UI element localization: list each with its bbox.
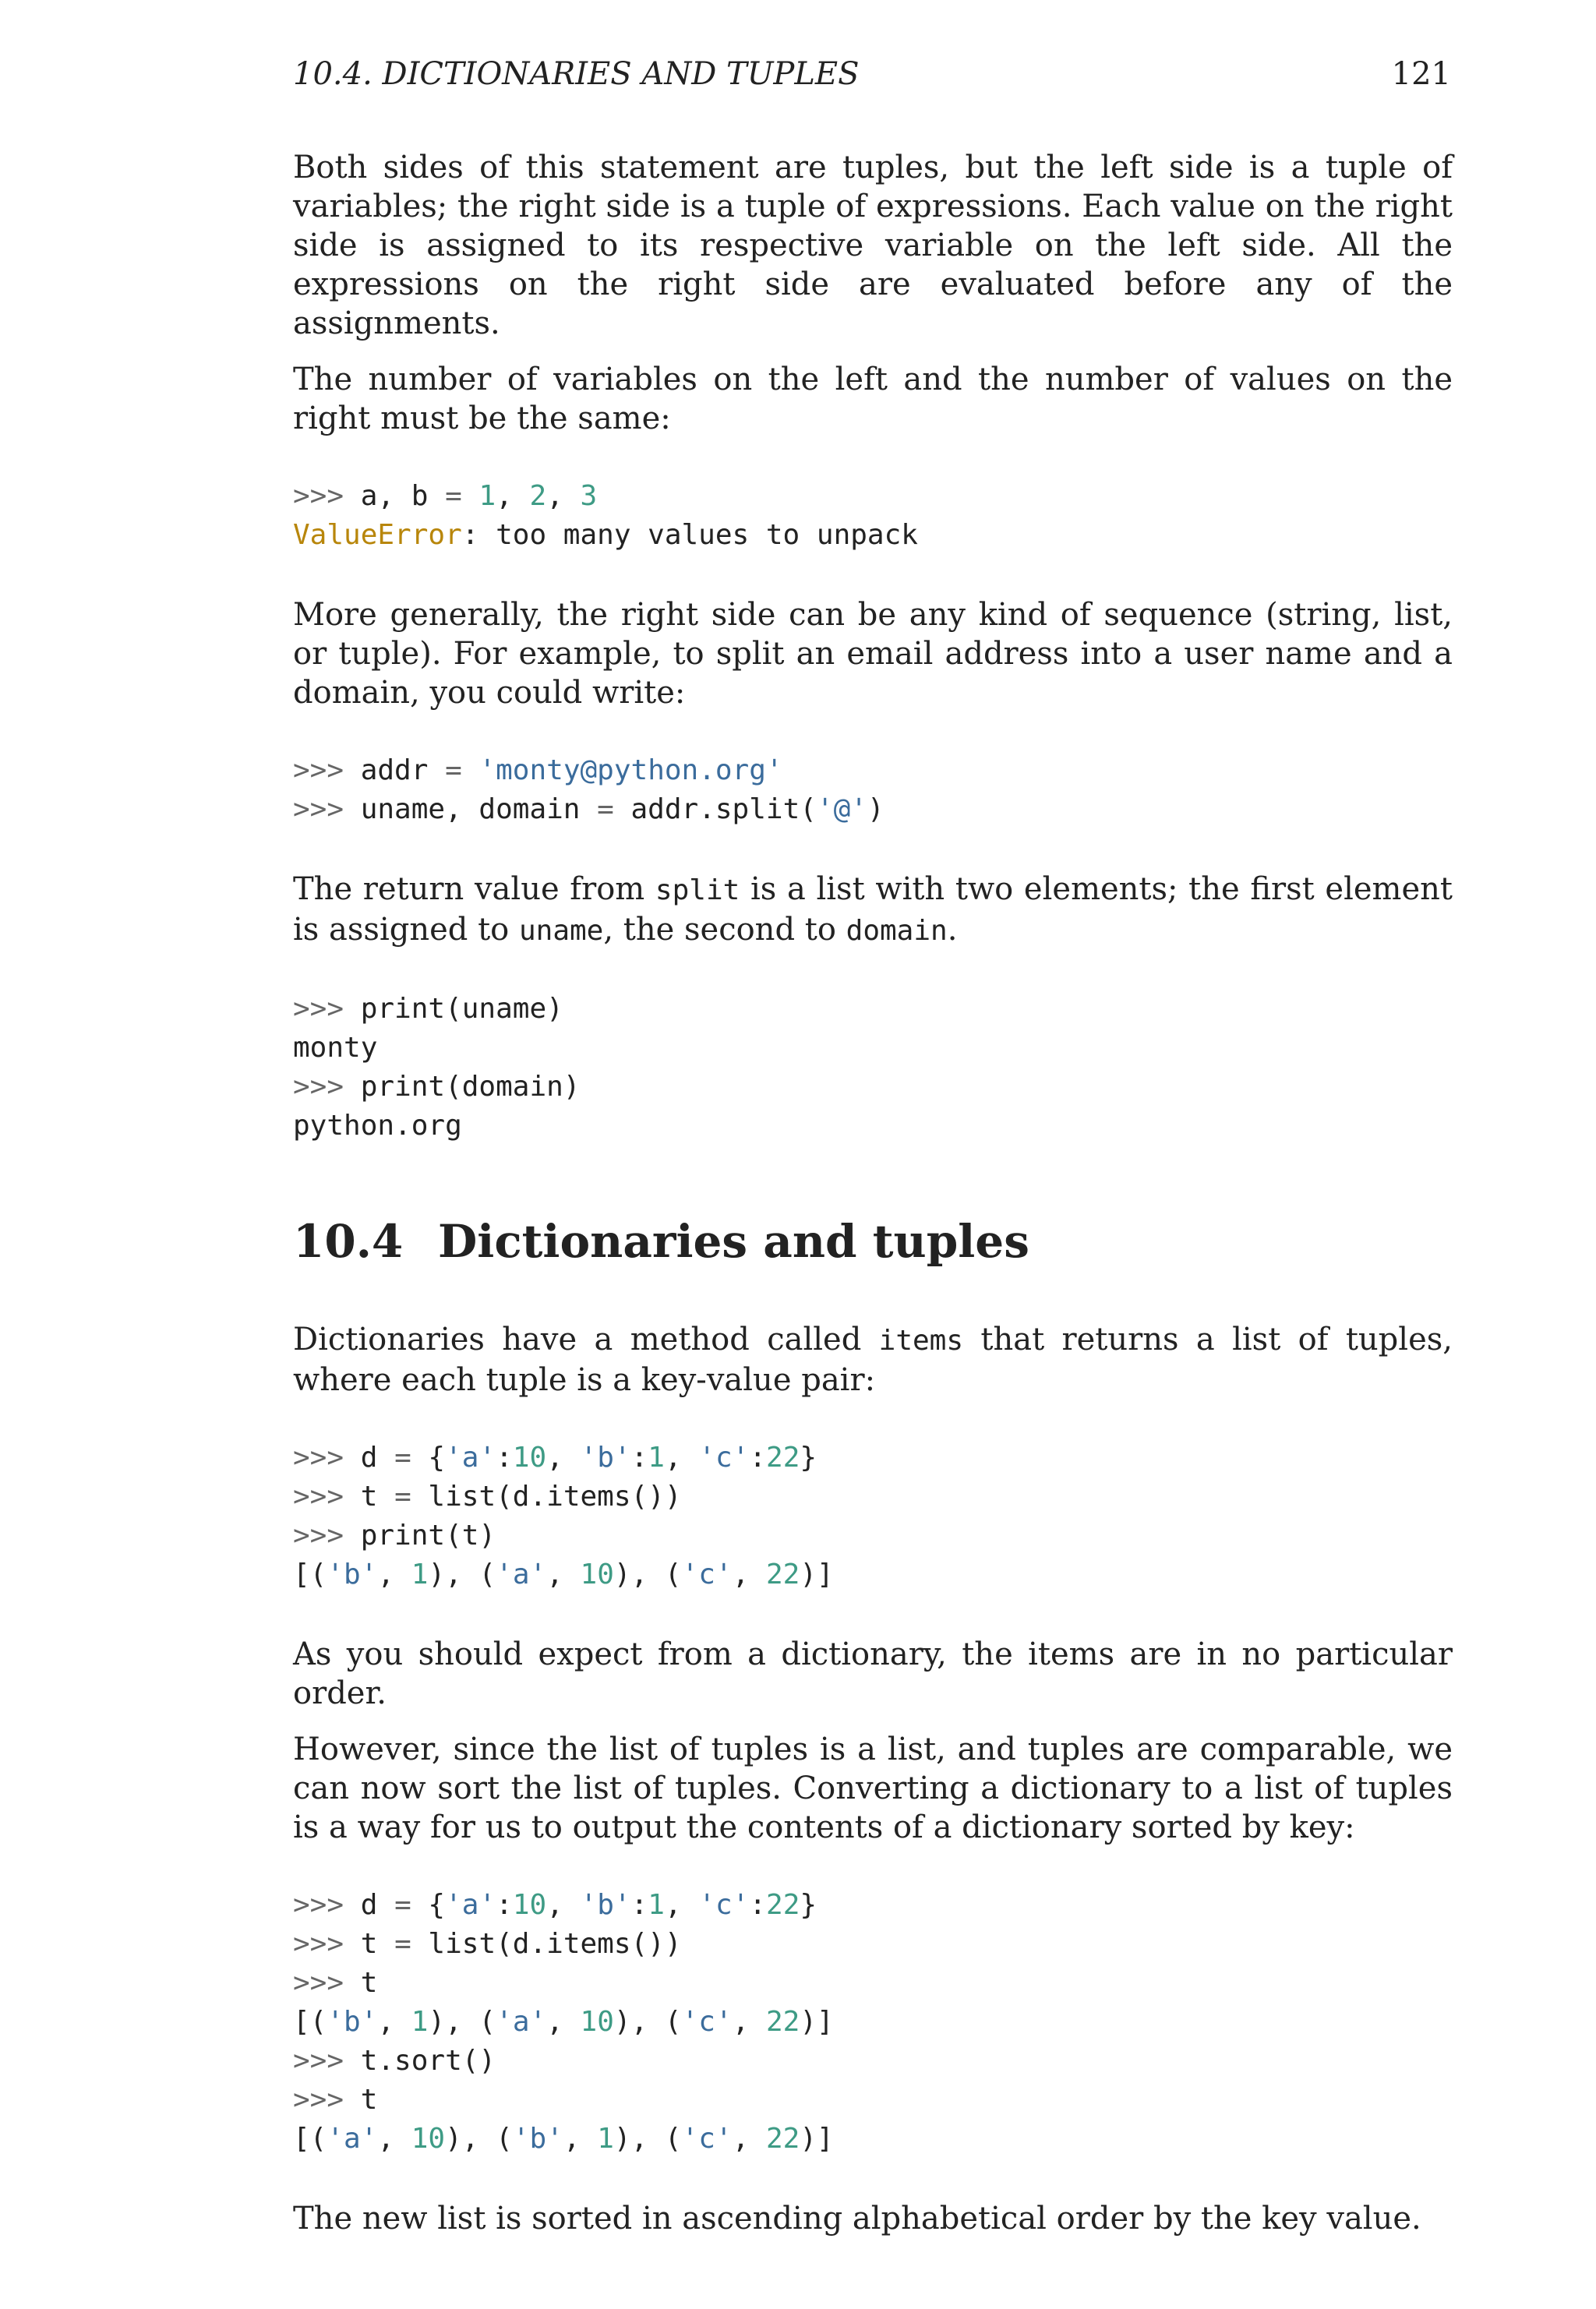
code-line: >>> t <box>293 1967 378 1999</box>
code-line: >>> print(t) <box>293 1520 496 1552</box>
code-line: >>> a, b = 1, 2, 3 <box>293 480 598 512</box>
paragraph-tuple-assignment: Both sides of this statement are tuples, but the left side is a tuple of variables; the right side is a tuple of expressions. Each value on the right side is assigned to its respective variable on the left side. All the expressions on the right side are evaluated before any of the assignments. <box>293 150 1453 341</box>
code-block-unpack-error <box>293 477 1453 555</box>
code-block-sorted-items <box>293 1886 1453 2159</box>
section-title: Dictionaries and tuples <box>438 1215 1029 1268</box>
section-number: 10.4 <box>293 1215 404 1268</box>
code-line: >>> d = {'a':10, 'b':1, 'c':22} <box>293 1442 817 1474</box>
page-number: 121 <box>1391 56 1451 92</box>
code-block-split-email <box>293 751 1453 829</box>
code-block-print-parts <box>293 990 1453 1146</box>
code-line: >>> t = list(d.items()) <box>293 1481 682 1513</box>
paragraph-sequence: More generally, the right side can be any kind of sequence (string, list, or tuple). For example, to split an email address into a user name and a domain, you could write: <box>293 597 1453 711</box>
inline-code: split <box>655 874 740 906</box>
running-header <box>293 56 1451 100</box>
paragraph-items-method: Dictionaries have a method called items that returns a list of tuples, where each tuple is a key-value pair: <box>293 1322 1453 1398</box>
inline-code: domain <box>846 915 948 947</box>
code-line: >>> print(domain) <box>293 1071 581 1103</box>
code-output: monty <box>293 1032 378 1064</box>
code-line: ValueError: too many values to unpack <box>293 519 918 551</box>
code-output: [('a', 10), ('b', 1), ('c', 22)] <box>293 2123 834 2155</box>
code-line: >>> d = {'a':10, 'b':1, 'c':22} <box>293 1889 817 1921</box>
paragraph-sorted-conclusion: The new list is sorted in ascending alphabetical order by the key value. <box>293 2201 1421 2237</box>
code-line: >>> t = list(d.items()) <box>293 1928 682 1960</box>
code-line: >>> print(uname) <box>293 993 563 1025</box>
code-line: >>> t.sort() <box>293 2045 496 2077</box>
paragraph-no-order: As you should expect from a dictionary, the items are in no particular order. <box>293 1636 1453 1711</box>
page-content <box>293 148 1453 2255</box>
section-heading <box>293 1214 1453 1269</box>
code-line: >>> t <box>293 2084 378 2116</box>
inline-code: items <box>878 1325 964 1357</box>
paragraph-same-count: The number of variables on the left and the number of values on the right must be the same: <box>293 362 1453 436</box>
inline-code: uname <box>518 915 604 947</box>
code-output: [('b', 1), ('a', 10), ('c', 22)] <box>293 2006 834 2038</box>
paragraph-sort-tuples: However, since the list of tuples is a list, and tuples are comparable, we can now sort the list of tuples. Converting a dictionary to a list of tuples is a way for us to output the contents of a dictionary sorted by key: <box>293 1732 1453 1845</box>
code-line: >>> uname, domain = addr.split('@') <box>293 793 885 825</box>
code-output: [('b', 1), ('a', 10), ('c', 22)] <box>293 1559 834 1591</box>
code-block-dict-items <box>293 1439 1453 1594</box>
header-title: 10.4. DICTIONARIES AND TUPLES <box>293 56 860 92</box>
code-line: >>> addr = 'monty@python.org' <box>293 754 783 786</box>
paragraph-split-return: The return value from split is a list with two elements; the first element is assigned to uname, the second to domain. <box>293 871 1453 948</box>
code-output: python.org <box>293 1110 462 1142</box>
